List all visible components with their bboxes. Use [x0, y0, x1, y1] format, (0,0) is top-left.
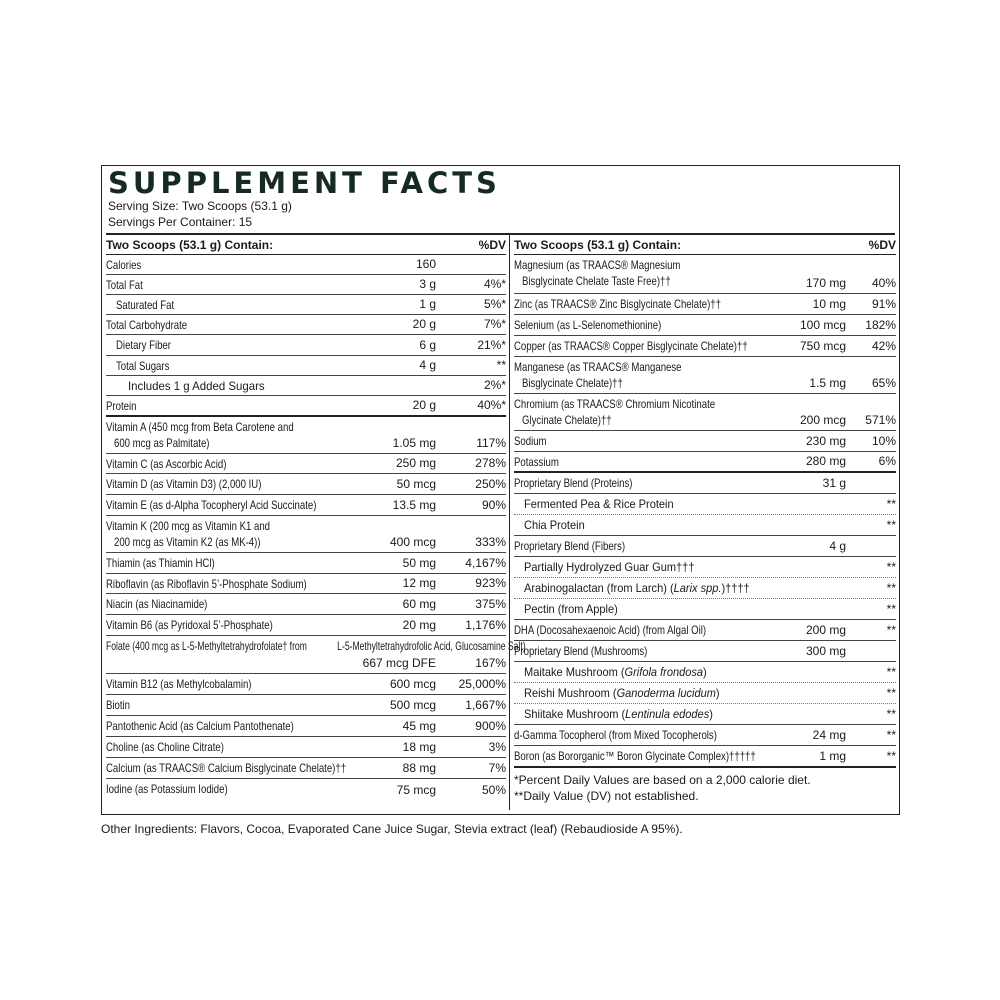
- nutrient-amount: 500 mcg: [389, 698, 436, 712]
- nutrient-amount: 20 g: [412, 398, 436, 412]
- nutrient-name-line2: Glycinate Chelate)††: [522, 413, 612, 427]
- nutrient-name: [524, 580, 750, 596]
- nutrient-daily-value: 167%: [475, 656, 506, 670]
- nutrient-daily-value: 65%: [871, 376, 896, 390]
- right-nutrient-row: [514, 494, 896, 515]
- nutrient-daily-value: 7%: [488, 761, 506, 775]
- nutrient-name: Thiamin (as Thiamin HCl): [106, 556, 215, 570]
- nutrient-name: Fermented Pea & Rice Protein: [524, 497, 674, 511]
- left-nutrient-row: [106, 553, 506, 574]
- right-rows: [514, 255, 896, 768]
- nutrient-daily-value: **: [886, 728, 896, 742]
- nutrient-daily-value: 7%*: [483, 317, 506, 331]
- nutrient-amount: 13.5 mg: [392, 498, 436, 512]
- nutrient-amount: 230 mg: [805, 434, 846, 448]
- nutrient-daily-value: **: [886, 518, 896, 532]
- nutrient-amount: 20 mg: [402, 618, 436, 632]
- nutrient-name: Calcium (as TRAACS® Calcium Bisglycinate Chelate)††: [106, 761, 347, 775]
- left-nutrient-row: [106, 315, 506, 335]
- nutrient-daily-value: 4,167%: [465, 556, 506, 570]
- nutrient-amount: 6 g: [419, 338, 436, 352]
- nutrient-name: [524, 706, 713, 722]
- nutrient-name: DHA (Docosahexaenoic Acid) (from Algal Oil): [514, 623, 707, 637]
- panel-title: SUPPLEMENT FACTS: [108, 166, 501, 200]
- nutrient-daily-value: 571%: [865, 413, 896, 427]
- nutrient-amount: 4 g: [419, 358, 436, 372]
- nutrient-daily-value: 50%: [481, 783, 506, 797]
- left-nutrient-row: [106, 516, 506, 553]
- nutrient-name: Proprietary Blend (Proteins): [514, 476, 633, 490]
- nutrient-name-ital: Larix spp.: [673, 581, 722, 595]
- nutrient-amount: 60 mg: [402, 597, 436, 611]
- nutrient-daily-value: 4%*: [483, 277, 506, 291]
- nutrient-name: Partially Hydrolyzed Guar Gum†††: [524, 560, 695, 574]
- nutrient-daily-value: **: [886, 707, 896, 721]
- nutrient-daily-value: 10%: [871, 434, 896, 448]
- nutrient-daily-value: 1,667%: [465, 698, 506, 712]
- left-nutrient-row: [106, 758, 506, 779]
- left-nutrient-row: [106, 615, 506, 636]
- nutrient-daily-value: **: [886, 602, 896, 616]
- nutrient-daily-value: **: [886, 665, 896, 679]
- nutrient-daily-value: 40%*: [477, 398, 506, 412]
- nutrient-daily-value: 333%: [475, 535, 506, 549]
- left-nutrient-row: [106, 636, 526, 674]
- nutrient-name: Vitamin C (as Ascorbic Acid): [106, 457, 227, 471]
- nutrient-name-pre: Maitake Mushroom (: [524, 665, 625, 679]
- right-nutrient-row: [514, 725, 896, 746]
- right-nutrient-row: [514, 599, 896, 620]
- nutrient-amount: 1 g: [419, 297, 436, 311]
- nutrient-name: Potassium: [514, 455, 559, 469]
- nutrient-name: Sodium: [514, 434, 547, 448]
- nutrient-name: [524, 664, 707, 680]
- other-ingredients: Other Ingredients: Flavors, Cocoa, Evaporated Cane Juice Sugar, Stevia extract (leaf) (Rebaudioside A 95%).: [101, 822, 683, 836]
- nutrient-amount: 4 g: [829, 539, 846, 553]
- nutrient-name-pre: Reishi Mushroom (: [524, 686, 617, 700]
- right-nutrient-row: [514, 473, 896, 494]
- nutrient-name: Riboflavin (as Riboflavin 5’-Phosphate Sodium): [106, 577, 307, 591]
- nutrient-name: Niacin (as Niacinamide): [106, 597, 208, 611]
- nutrient-name: Boron (as Bororganic™ Boron Glycinate Complex)†††††: [514, 749, 756, 763]
- left-nutrient-row: [106, 376, 506, 396]
- right-nutrient-row: [514, 536, 896, 557]
- nutrient-daily-value: **: [886, 749, 896, 763]
- nutrient-amount: 1.05 mg: [392, 436, 436, 450]
- nutrient-daily-value: **: [886, 623, 896, 637]
- right-nutrient-row: [514, 641, 896, 662]
- nutrient-daily-value: 250%: [475, 477, 506, 491]
- left-nutrient-row: [106, 674, 506, 695]
- nutrient-name: Vitamin E (as d-Alpha Tocopheryl Acid Succinate): [106, 498, 317, 512]
- nutrient-name: Saturated Fat: [116, 298, 175, 312]
- nutrient-name: Proprietary Blend (Mushrooms): [514, 644, 648, 658]
- nutrient-daily-value: 923%: [475, 576, 506, 590]
- right-nutrient-row: [514, 315, 896, 336]
- nutrient-amount: 667 mcg DFE: [362, 656, 436, 670]
- left-column: [106, 235, 526, 814]
- nutrient-name: Total Carbohydrate: [106, 318, 188, 332]
- nutrient-name-line2: Bisglycinate Chelate)††: [522, 376, 623, 390]
- nutrient-amount: 3 g: [419, 277, 436, 291]
- footnote-dv-basis: *Percent Daily Values are based on a 2,000 calorie diet.: [514, 773, 811, 787]
- left-nutrient-row: [106, 396, 506, 417]
- serving-size: Serving Size: Two Scoops (53.1 g): [108, 199, 292, 213]
- nutrient-name-ital: Ganoderma lucidum: [616, 686, 716, 700]
- supplement-facts-panel: [101, 165, 900, 815]
- nutrient-name: [524, 685, 720, 701]
- nutrient-name: Biotin: [106, 698, 131, 712]
- nutrient-name: Choline (as Choline Citrate): [106, 740, 224, 754]
- nutrient-daily-value: 278%: [475, 456, 506, 470]
- nutrient-name-ital: Grifola frondosa: [624, 665, 704, 679]
- nutrient-amount: 400 mcg: [389, 535, 436, 549]
- nutrient-amount: 18 mg: [402, 740, 436, 754]
- nutrient-name: Vitamin B12 (as Methylcobalamin): [106, 677, 252, 691]
- right-nutrient-row: [514, 431, 896, 452]
- nutrient-amount: 750 mcg: [799, 339, 846, 353]
- right-nutrient-row: [514, 394, 896, 431]
- nutrient-name: Total Sugars: [116, 359, 170, 373]
- left-nutrient-row: [106, 495, 506, 516]
- nutrient-name: Selenium (as L-Selenomethionine): [514, 318, 662, 332]
- nutrient-daily-value: 21%*: [477, 338, 506, 352]
- left-rows: [106, 255, 526, 800]
- nutrient-amount: 50 mg: [402, 556, 436, 570]
- nutrient-name-line1: Vitamin A (450 mcg from Beta Carotene and: [106, 420, 294, 434]
- nutrient-amount: 31 g: [822, 476, 846, 490]
- left-nutrient-row: [106, 295, 506, 315]
- right-nutrient-row: [514, 620, 896, 641]
- nutrient-amount: 200 mg: [805, 623, 846, 637]
- nutrient-name-line2: Bisglycinate Chelate Taste Free)††: [522, 274, 671, 288]
- left-nutrient-row: [106, 417, 506, 454]
- nutrient-daily-value: 117%: [476, 436, 506, 450]
- right-nutrient-row: [514, 452, 896, 473]
- nutrient-name: Vitamin B6 (as Pyridoxal 5’-Phosphate): [106, 618, 273, 632]
- left-nutrient-row: [106, 779, 506, 800]
- nutrient-name: [106, 638, 548, 654]
- left-nutrient-row: [106, 474, 506, 495]
- nutrient-name: [514, 396, 715, 428]
- nutrient-name: Protein: [106, 399, 137, 413]
- nutrient-name: Chia Protein: [524, 518, 585, 532]
- left-nutrient-row: [106, 716, 506, 737]
- left-nutrient-row: [106, 356, 506, 376]
- nutrient-daily-value: 375%: [475, 597, 506, 611]
- right-nutrient-row: [514, 255, 896, 294]
- nutrient-amount: 24 mg: [812, 728, 846, 742]
- nutrient-name: Includes 1 g Added Sugars: [128, 379, 265, 393]
- nutrient-amount: 75 mcg: [396, 783, 436, 797]
- nutrient-daily-value: **: [886, 581, 896, 595]
- nutrient-name: Dietary Fiber: [116, 338, 171, 352]
- nutrient-daily-value: 182%: [865, 318, 896, 332]
- footnote-dv-not-established: **Daily Value (DV) not established.: [514, 789, 699, 803]
- nutrient-name-ital: Lentinula edodes: [625, 707, 710, 721]
- nutrient-name: [514, 359, 682, 391]
- nutrient-name: d-Gamma Tocopherol (from Mixed Tocopherols): [514, 728, 717, 742]
- right-nutrient-row: [514, 357, 896, 394]
- nutrient-amount: 45 mg: [402, 719, 436, 733]
- nutrient-name-line1: Chromium (as TRAACS® Chromium Nicotinate: [514, 397, 716, 411]
- nutrient-name-post: )††††: [721, 581, 750, 595]
- left-dv-header: %DV: [478, 238, 506, 252]
- servings-per-container: Servings Per Container: 15: [108, 215, 253, 229]
- nutrient-daily-value: 900%: [475, 719, 506, 733]
- serving-info: [108, 198, 292, 230]
- nutrient-daily-value: 6%: [878, 454, 896, 468]
- right-nutrient-row: [514, 294, 896, 315]
- right-header-label: Two Scoops (53.1 g) Contain:: [514, 238, 682, 252]
- nutrient-daily-value: 90%: [481, 498, 506, 512]
- left-header: [106, 235, 506, 255]
- left-nutrient-row: [106, 695, 506, 716]
- nutrient-amount: 20 g: [412, 317, 436, 331]
- nutrient-amount: 300 mg: [805, 644, 846, 658]
- nutrient-name-line2: 200 mcg as Vitamin K2 (as MK-4)): [114, 535, 261, 549]
- left-nutrient-row: [106, 574, 506, 594]
- nutrient-name: [106, 419, 294, 451]
- nutrient-name: Pectin (from Apple): [524, 602, 618, 616]
- nutrient-name-post: ): [703, 665, 707, 679]
- nutrient-daily-value: 25,000%: [458, 677, 506, 691]
- left-nutrient-row: [106, 594, 506, 615]
- right-header: [514, 235, 896, 255]
- nutrient-daily-value: 40%: [871, 276, 896, 290]
- nutrient-name: [514, 257, 680, 289]
- nutrient-amount: 600 mcg: [389, 677, 436, 691]
- left-header-label: Two Scoops (53.1 g) Contain:: [106, 238, 274, 252]
- nutrient-name: Copper (as TRAACS® Copper Bisglycinate Chelate)††: [514, 339, 748, 353]
- nutrient-name-line1: Vitamin K (200 mcg as Vitamin K1 and: [106, 519, 270, 533]
- nutrient-name-line1: Magnesium (as TRAACS® Magnesium: [514, 258, 681, 272]
- nutrient-daily-value: 5%*: [483, 297, 506, 311]
- nutrient-daily-value: 1,176%: [465, 618, 506, 632]
- right-nutrient-row: [514, 746, 896, 768]
- nutrient-name: Proprietary Blend (Fibers): [514, 539, 626, 553]
- nutrient-amount: 50 mcg: [396, 477, 436, 491]
- nutrient-daily-value: 91%: [871, 297, 896, 311]
- nutrient-amount: 160: [415, 257, 436, 271]
- nutrient-name: Calories: [106, 258, 142, 272]
- column-divider: [509, 235, 510, 810]
- nutrient-daily-value: 3%: [488, 740, 506, 754]
- nutrient-name-line1: Folate (400 mcg as L-5-Methyltetrahydrofolate† from: [106, 639, 307, 653]
- nutrient-name-pre: Shiitake Mushroom (: [524, 707, 626, 721]
- nutrient-name-post: ): [715, 686, 720, 700]
- right-column: [514, 235, 896, 814]
- nutrient-amount: 1 mg: [819, 749, 846, 763]
- nutrient-daily-value: **: [496, 358, 506, 372]
- right-nutrient-row: [514, 336, 896, 357]
- nutrient-amount: 250 mg: [395, 456, 436, 470]
- nutrient-daily-value: 2%*: [483, 378, 506, 392]
- nutrient-amount: 200 mcg: [799, 413, 846, 427]
- right-nutrient-row: [514, 515, 896, 536]
- right-nutrient-row: [514, 578, 896, 599]
- right-nutrient-row: [514, 704, 896, 725]
- nutrient-amount: 10 mg: [812, 297, 846, 311]
- nutrient-name-line2: 600 mcg as Palmitate): [114, 436, 210, 450]
- nutrient-amount: 1.5 mg: [809, 376, 846, 390]
- nutrient-name-post: ): [709, 707, 713, 721]
- left-nutrient-row: [106, 454, 506, 474]
- nutrient-amount: 170 mg: [805, 276, 846, 290]
- right-nutrient-row: [514, 557, 896, 578]
- nutrient-name-line2: L-5-Methyltetrahydrofolic Acid, Glucosamine Salt): [337, 639, 526, 653]
- nutrient-name: Total Fat: [106, 278, 143, 292]
- right-dv-header: %DV: [868, 238, 896, 252]
- nutrient-amount: 12 mg: [402, 576, 436, 590]
- nutrient-daily-value: **: [886, 686, 896, 700]
- nutrient-name: [106, 518, 270, 550]
- nutrient-amount: 280 mg: [805, 454, 846, 468]
- right-nutrient-row: [514, 683, 896, 704]
- nutrient-name: Iodine (as Potassium Iodide): [106, 782, 228, 796]
- nutrient-name-line1: Manganese (as TRAACS® Manganese: [514, 360, 682, 374]
- left-nutrient-row: [106, 335, 506, 356]
- nutrient-amount: 88 mg: [402, 761, 436, 775]
- nutrient-daily-value: 42%: [871, 339, 896, 353]
- nutrient-name: Vitamin D (as Vitamin D3) (2,000 IU): [106, 477, 262, 491]
- nutrient-name: Pantothenic Acid (as Calcium Pantothenate): [106, 719, 294, 733]
- left-nutrient-row: [106, 275, 506, 295]
- nutrient-daily-value: **: [886, 560, 896, 574]
- left-nutrient-row: [106, 737, 506, 758]
- right-nutrient-row: [514, 662, 896, 683]
- nutrient-name-pre: Arabinogalactan (from Larch) (: [524, 581, 674, 595]
- left-nutrient-row: [106, 255, 506, 275]
- nutrient-name: Zinc (as TRAACS® Zinc Bisglycinate Chelate)††: [514, 297, 721, 311]
- nutrient-daily-value: **: [886, 497, 896, 511]
- footnotes: [514, 768, 896, 804]
- nutrient-amount: 100 mcg: [799, 318, 846, 332]
